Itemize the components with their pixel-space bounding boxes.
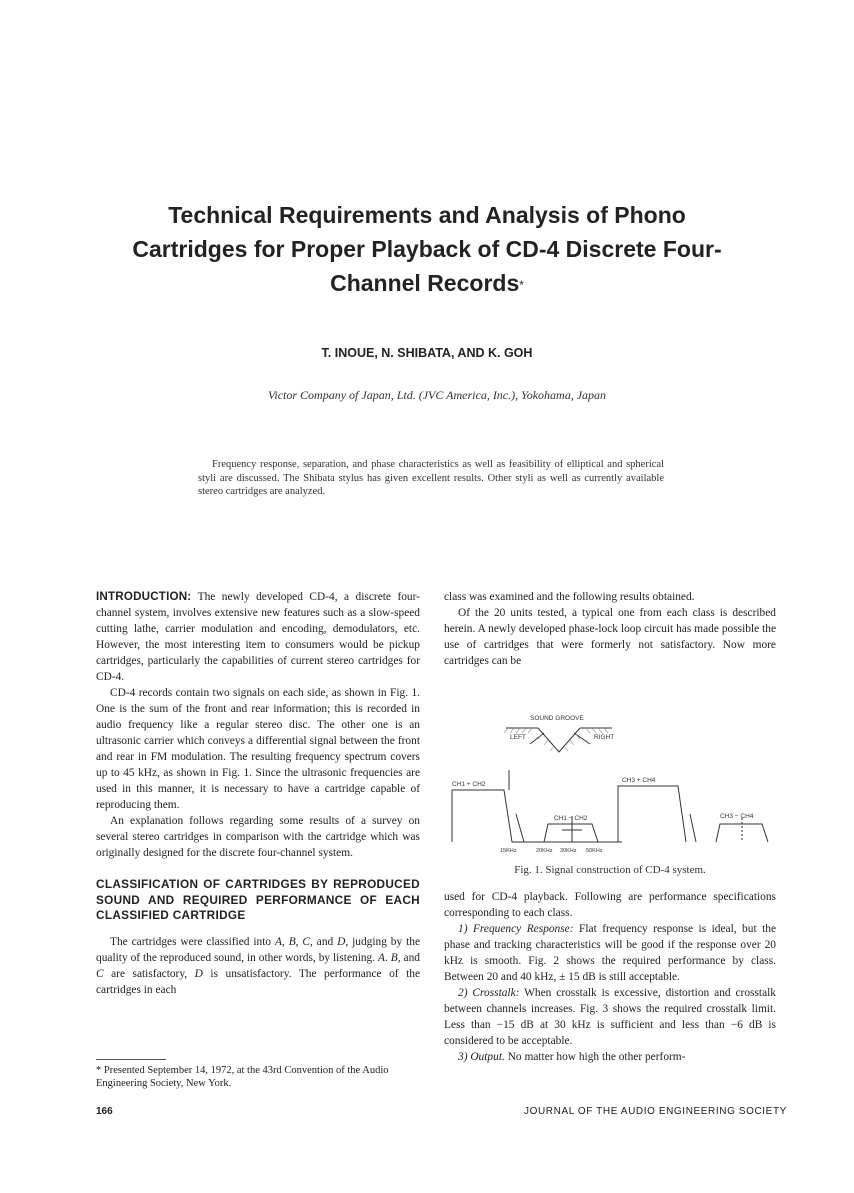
intro-paragraph-1 [96,589,420,685]
class-text-b: judging by the quality of the reproduced sound, in other words, by listening. [96,935,420,964]
class-c-2: C [96,967,104,980]
ch12-slope [516,814,524,842]
footnote-rule [96,1059,166,1060]
title-footnote-mark: * [519,278,524,292]
class-a: A [274,935,282,948]
tick-15khz: 15KHz [500,848,517,854]
item3-label: 3) Output. [458,1051,505,1063]
groove-v [538,728,580,752]
class-b: B [288,935,296,948]
right-label: RIGHT [594,734,615,741]
abstract: Frequency response, separation, and phase characteristics as well as feasibility of elliptical and spherical styli are discussed. The Shibata stylus has given excellent results. Other styli as well as currently available stereo cartridges are analyzed. [198,459,664,497]
ch34-slope [690,814,696,842]
ch34-sum-label: CH3 + CH4 [622,777,656,784]
left-arrow [530,733,544,744]
class-text-d: is unsatisfactory. The performance of the cartridges in each [96,967,420,996]
ch34-sum-block [618,786,686,842]
left-label: LEFT [510,734,526,741]
tick-20khz: 20KHz [536,848,553,854]
ch12-diff-label: CH1 − CH2 [554,815,588,822]
tick-30khz: 30KHz [560,848,577,854]
classification-paragraph: The cartridges were classified into A, B, C, and D, judging by the quality of the reproduced sound, in other words, by listening. A. B, and C are satisfactory, D is unsatisfactory. The performance of the cartridges in each [96,935,420,996]
journal-name: JOURNAL OF THE AUDIO ENGINEERING SOCIETY [524,1106,787,1117]
intro-paragraph-2: CD-4 records contain two signals on each side, as shown in Fig. 1. One is the sum of the front and rear information; this is recorded in audio frequency like a regular stereo disc. The other one is an ultrasonic carrier which conveys a differential signal between the front and rear in FM modulation. The resulting frequency spectrum covers up to 45 kHz, as shown in Fig. 1. Since the ultrasonic frequencies are used in this manner, it is necessary to have a cartridge capable of reproducing them. [96,687,420,811]
item-crosstalk [444,985,776,1049]
item2-text: When crosstalk is excessive, distortion and crosstalk between channels increases. Fig. 3 shows the required crosstalk limit. Less than −15 dB at 30 kHz is sufficient and less than −6 dB is considered to be acceptable. [444,987,776,1047]
item-frequency-response [444,921,776,985]
class-d-2: D [194,967,203,980]
right-column-top [444,589,776,669]
right-column-bottom [444,889,776,1065]
class-a-2: A [378,951,386,964]
item1-text: Flat frequency response is ideal, but the phase and tracking characteristics will be good if the response over 20 kHz is smooth. Fig. 2 shows the required performance by class. Between 20 and 40 kHz, ± 15 dB is still acceptable. [444,923,777,983]
ch12-diff-block [544,824,598,842]
class-d: D [337,935,346,948]
page-number: 166 [96,1106,113,1117]
paper-title [120,198,734,300]
right-paragraph-3: used for CD-4 playback. Following are performance specifications corresponding to each class. [444,891,776,919]
paper-title-text: Technical Requirements and Analysis of Phono Cartridges for Proper Playback of CD-4 Discrete Four-Channel Records [132,202,722,296]
figure-1-diagram [444,706,774,856]
figure-1-caption: Fig. 1. Signal construction of CD-4 system. [514,864,706,876]
ch34-diff-label: CH3 − CH4 [720,813,754,820]
class-text-c: are satisfactory, [111,967,188,980]
footnote: * Presented September 14, 1972, at the 43rd Convention of the Audio Engineering Society, New York. [96,1065,389,1089]
right-paragraph-1: class was examined and the following results obtained. [444,591,695,603]
item3-text: No matter how high the other perform- [507,1051,686,1063]
class-c: C [302,935,311,948]
class-b-2: B [390,951,398,964]
intro-heading: INTRODUCTION: [96,590,192,603]
item-output [444,1049,776,1065]
ch12-sum-label: CH1 + CH2 [452,781,486,788]
class-text-a: The cartridges were classified into [110,935,272,948]
groove-label: SOUND GROOVE [530,715,584,722]
item2-label: 2) Crosstalk: [458,987,520,999]
intro-paragraph-3: An explanation follows regarding some results of a survey on several stereo cartridges in comparison with the cartridge which was originally designed for the discrete four-channel system. [96,815,420,859]
right-paragraph-2: Of the 20 units tested, a typical one from each class is described herein. A newly developed phase-lock loop circuit has made possible the use of cartridges that were formerly not satisfactory. Now more cartridges can be [444,607,776,667]
item1-label: 1) Frequency Response: [458,923,574,935]
ch12-sum-block [452,790,622,842]
intro-text-1: The newly developed CD-4, a discrete four-channel system, involves extensive new features such as a slow-speed cutting lathe, carrier modulation and encoding, demodulators, etc. However, the most interesting item to consumers would be pickup cartridges, particularly the capabilities of current stereo cartridges for CD-4. [96,591,420,683]
left-column [96,589,420,998]
tick-50khz: 50KHz [586,848,603,854]
figure-1 [444,706,774,856]
section-heading-classification: CLASSIFICATION OF CARTRIDGES BY REPRODUCED SOUND AND REQUIRED PERFORMANCE OF EACH CLASSIFIED CARTRIDGE [96,877,420,922]
authors: T. INOUE, N. SHIBATA, AND K. GOH [321,346,533,360]
affiliation: Victor Company of Japan, Ltd. (JVC America, Inc.), Yokohama, Japan [267,388,607,402]
